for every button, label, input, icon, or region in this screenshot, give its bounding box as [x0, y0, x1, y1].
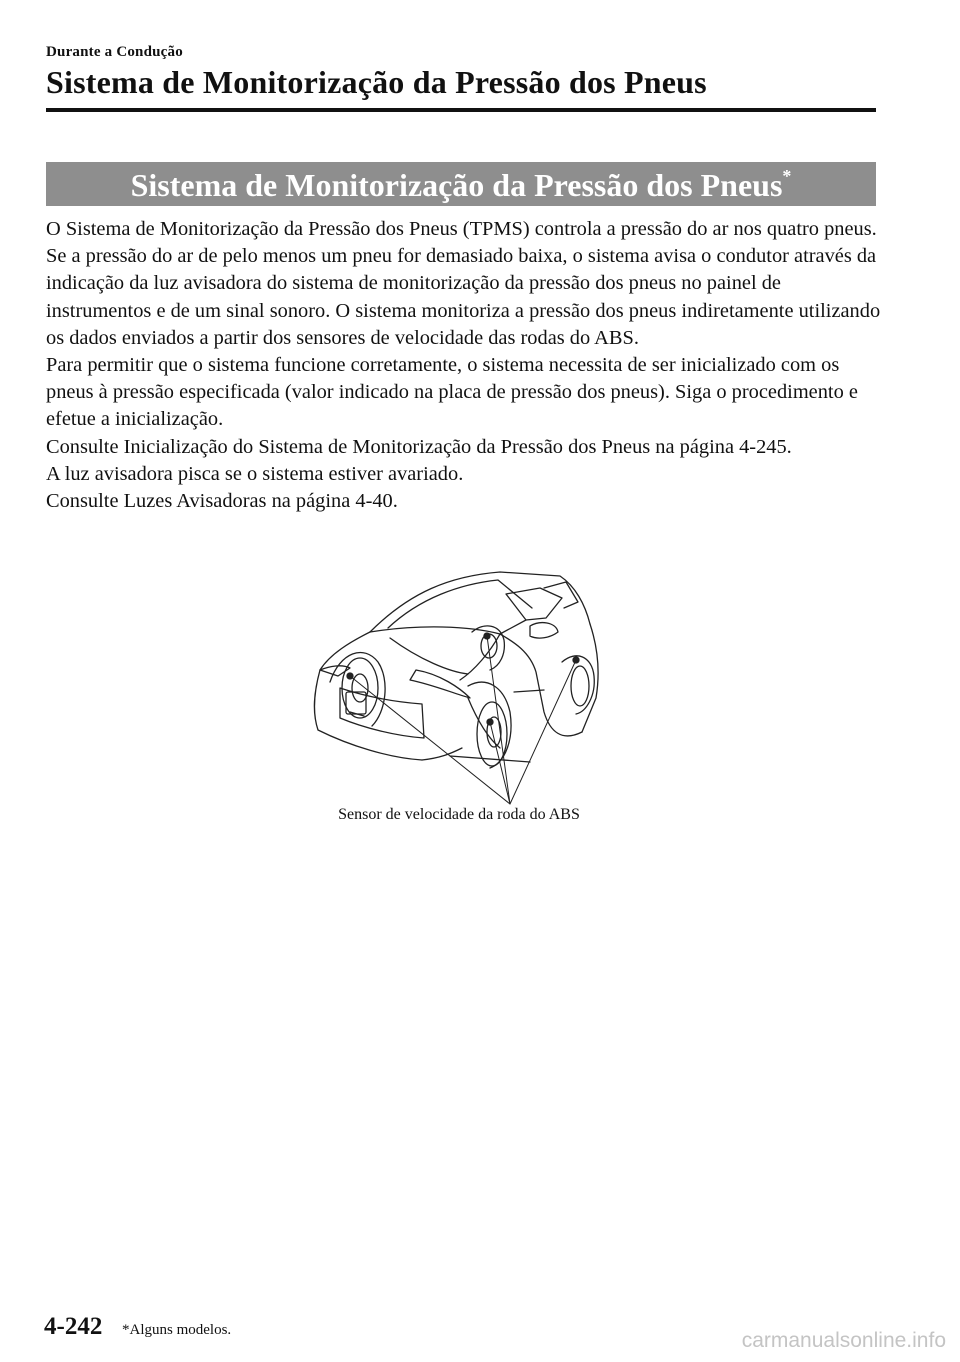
section-title: Sistema de Monitorização da Pressão dos Pneus	[130, 167, 783, 203]
paragraph-intro: O Sistema de Monitorização da Pressão dos Pneus (TPMS) controla a pressão do ar nos quatro pneus. Se a pressão do ar de pelo menos um pneu for demasiado baixa, o sistema avisa o condutor através da indicação da luz avisadora do sistema de monitorização da pressão dos pneus no painel de instrumentos e de um sinal sonoro. O sistema monitoriza a pressão dos pneus indiretamente utilizando os dados enviados a partir dos sensores de velocidade das rodas do ABS.	[46, 218, 881, 349]
car-sensor-illustration	[300, 562, 610, 807]
chapter-label: Durante a Condução	[46, 44, 183, 60]
optional-feature-marker: *	[782, 166, 792, 186]
watermark: carmanualsonline.info	[741, 1329, 946, 1352]
paragraph-initialization: Para permitir que o sistema funcione corretamente, o sistema necessita de ser inicializado com os pneus à pressão especificada (valor indicado na placa de pressão dos pneus). Siga o procedimento e efetue a inicialização.	[46, 354, 858, 431]
running-title: Sistema de Monitorização da Pressão dos Pneus	[46, 64, 707, 100]
section-banner	[46, 162, 876, 206]
body-text	[46, 216, 886, 515]
header-rule	[46, 108, 876, 112]
paragraph-warning-light: A luz avisadora pisca se o sistema estiver avariado.	[46, 462, 464, 485]
paragraph-reference-initialization: Consulte Inicialização do Sistema de Monitorização da Pressão dos Pneus na página 4-245.	[46, 435, 792, 458]
footnote: *Alguns modelos.	[122, 1322, 232, 1338]
page-number: 4-242	[44, 1313, 103, 1340]
paragraph-reference-warning-lights: Consulte Luzes Avisadoras na página 4-40.	[46, 490, 398, 513]
figure-caption: Sensor de velocidade da roda do ABS	[338, 806, 580, 823]
